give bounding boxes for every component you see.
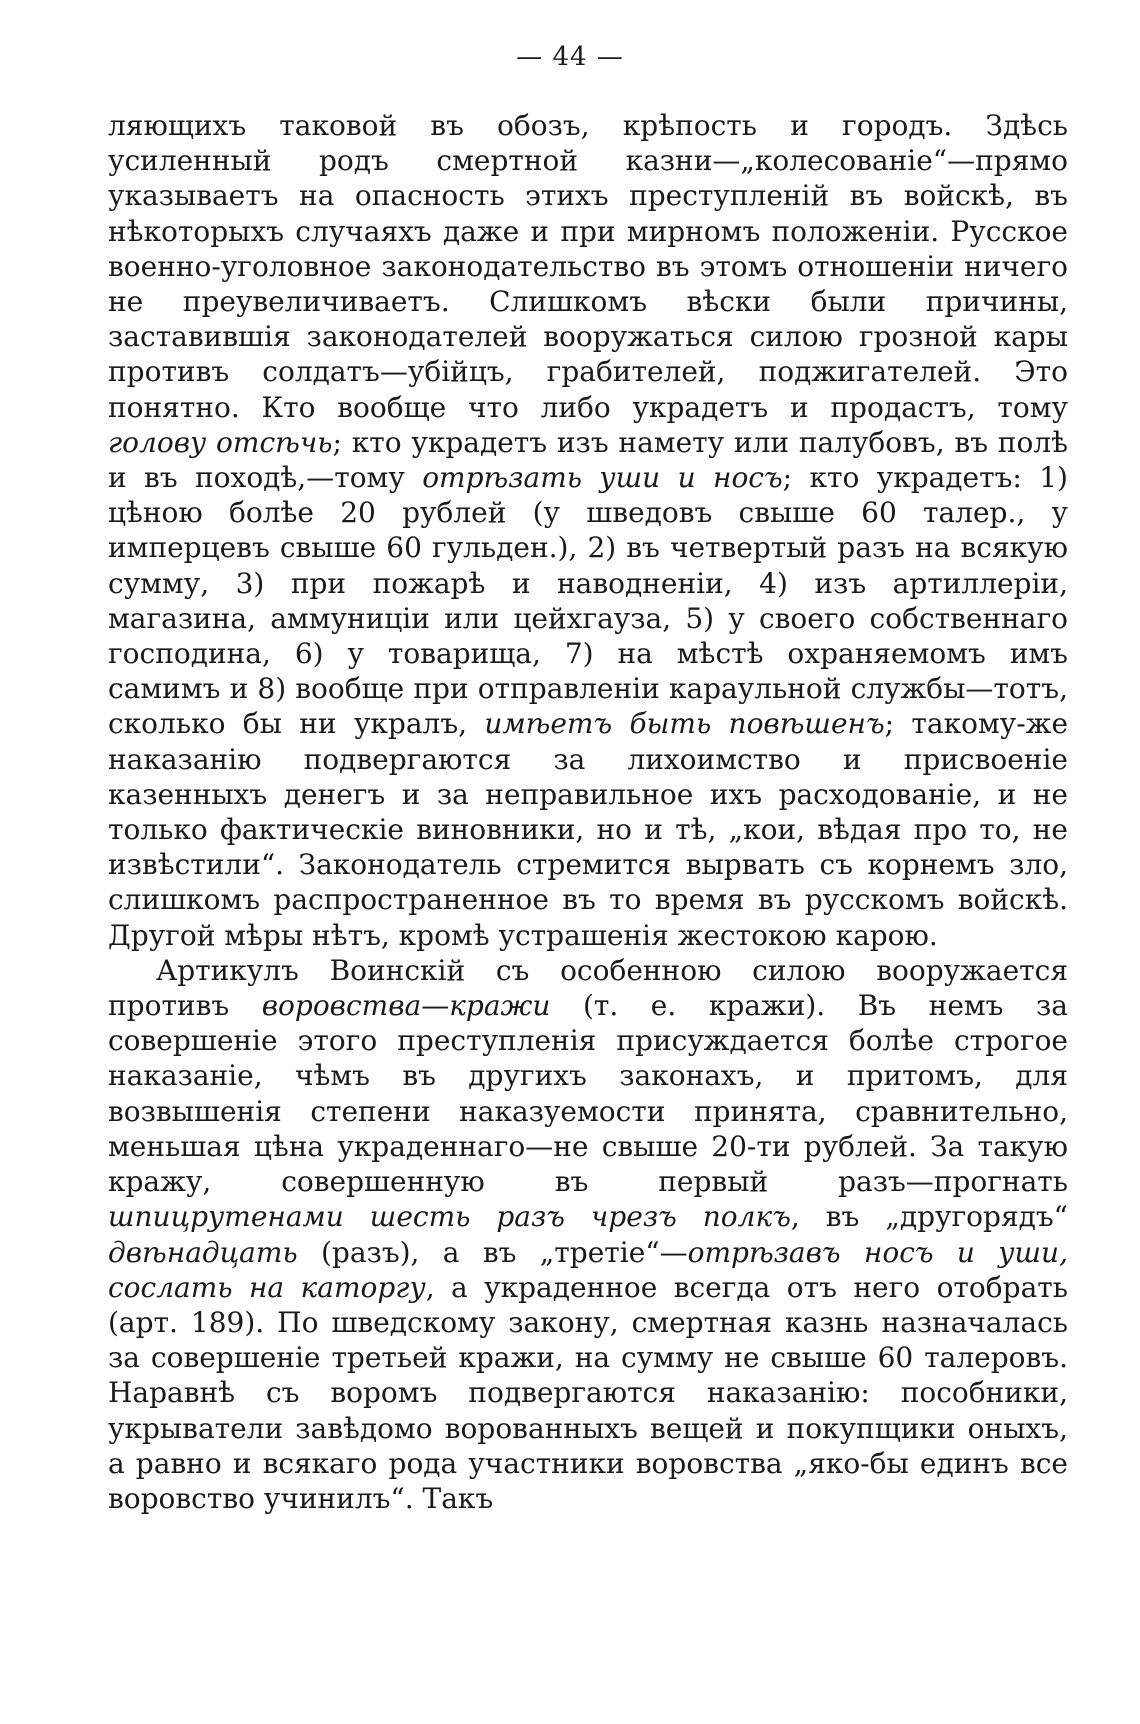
italic-phrase: имѣетъ быть повѣшенъ [484,707,885,741]
italic-phrase: отрѣзавъ носъ и уши, сослать на каторгу [108,1235,1068,1304]
text-segment: ; кто украдетъ изъ намету или палубовъ, въ полѣ и въ походѣ,—тому [108,425,1068,495]
italic-phrase: голову отсѣчь [108,425,333,459]
italic-phrase: отрѣзать уши и носъ [422,461,783,495]
paragraph-1 [108,108,1068,953]
text-segment: ; кто украдетъ: 1) цѣною болѣе 20 рублей (у шведовъ свыше 60 талер., у имперцевъ свыше 60 гульден.), 2) въ четвертый разъ на всякую сумму, 3) при пожарѣ и наводненіи, 4) изъ артиллеріи, магазина, аммуниціи или цейхгауза, 5) у своего собственнаго господина, 6) у товарища, 7) на мѣстѣ охраняемомъ имъ самимъ и 8) вообще при отправленіи караульной службы—тотъ, сколько бы ни укралъ, [108,461,1068,741]
italic-phrase: воровства—кражи [261,989,551,1023]
text-segment: (т. е. кражи). Въ немъ за совершеніе этого преступленія присуждается болѣе строгое наказаніе, чѣмъ въ другихъ законахъ, и притомъ, для возвышенія степени наказуемости принята, сравнительно, меньшая цѣна украденнаго—не свыше 20-ти рублей. За такую кражу, совершенную въ первый разъ—прогнать [108,989,1069,1199]
text-segment: ; такому-же наказанію подвергаются за лихоимство и присвоеніе казенныхъ денегъ и за неправильное ихъ расходованіе, и не только фактическіе виновники, но и тѣ, „кои, вѣдая про то, не извѣстили“. Законодатель стремится вырвать съ корнемъ зло, слишкомъ распространенное въ то время въ русскомъ войскѣ. Другой мѣры нѣтъ, кромѣ устрашенія жестокою карою. [108,707,1069,952]
text-segment: , а украденное всегда отъ него отобрать (арт. 189). По шведскому закону, смертная казнь назначалась за совершеніе третьей кражи, на сумму не свыше 60 талеровъ. Наравнѣ съ воромъ подвергаются наказанію: пособники, укрыватели завѣдомо ворованныхъ вещей и покупщики оныхъ, а равно и всякаго рода участники воровства „яко-бы единъ все воровство учинилъ“. Такъ [108,1270,1068,1515]
body-text [108,108,1068,1516]
text-segment: , въ „другорядъ“ [790,1200,1068,1234]
paragraph-2 [108,953,1068,1516]
text-segment: (разъ), а въ „третіе“— [297,1235,688,1269]
italic-phrase: шпицрутенами шесть разъ чрезъ полкъ [108,1200,791,1234]
text-segment: ляющихъ таковой въ обозъ, крѣпость и городъ. Здѣсь усиленный родъ смертной казни—„колесованіе“—прямо указываетъ на опасность этихъ преступленій въ войскѣ, въ нѣкоторыхъ случаяхъ даже и при мирномъ положеніи. Русское военно-уголовное законодательство въ этомъ отношеніи ничего не преувеличиваетъ. Слишкомъ вѣски были причины, заставившія законодателей вооружаться силою грозной кары противъ солдатъ—убійцъ, грабителей, поджигателей. Это понятно. Кто вообще что либо украдетъ и продастъ, тому [108,109,1068,424]
italic-phrase: двѣнадцать [108,1235,298,1269]
page-number: — 44 — [516,42,624,72]
text-segment: Артикулъ Воинскій съ особенною силою вооружается противъ [108,953,1068,1023]
